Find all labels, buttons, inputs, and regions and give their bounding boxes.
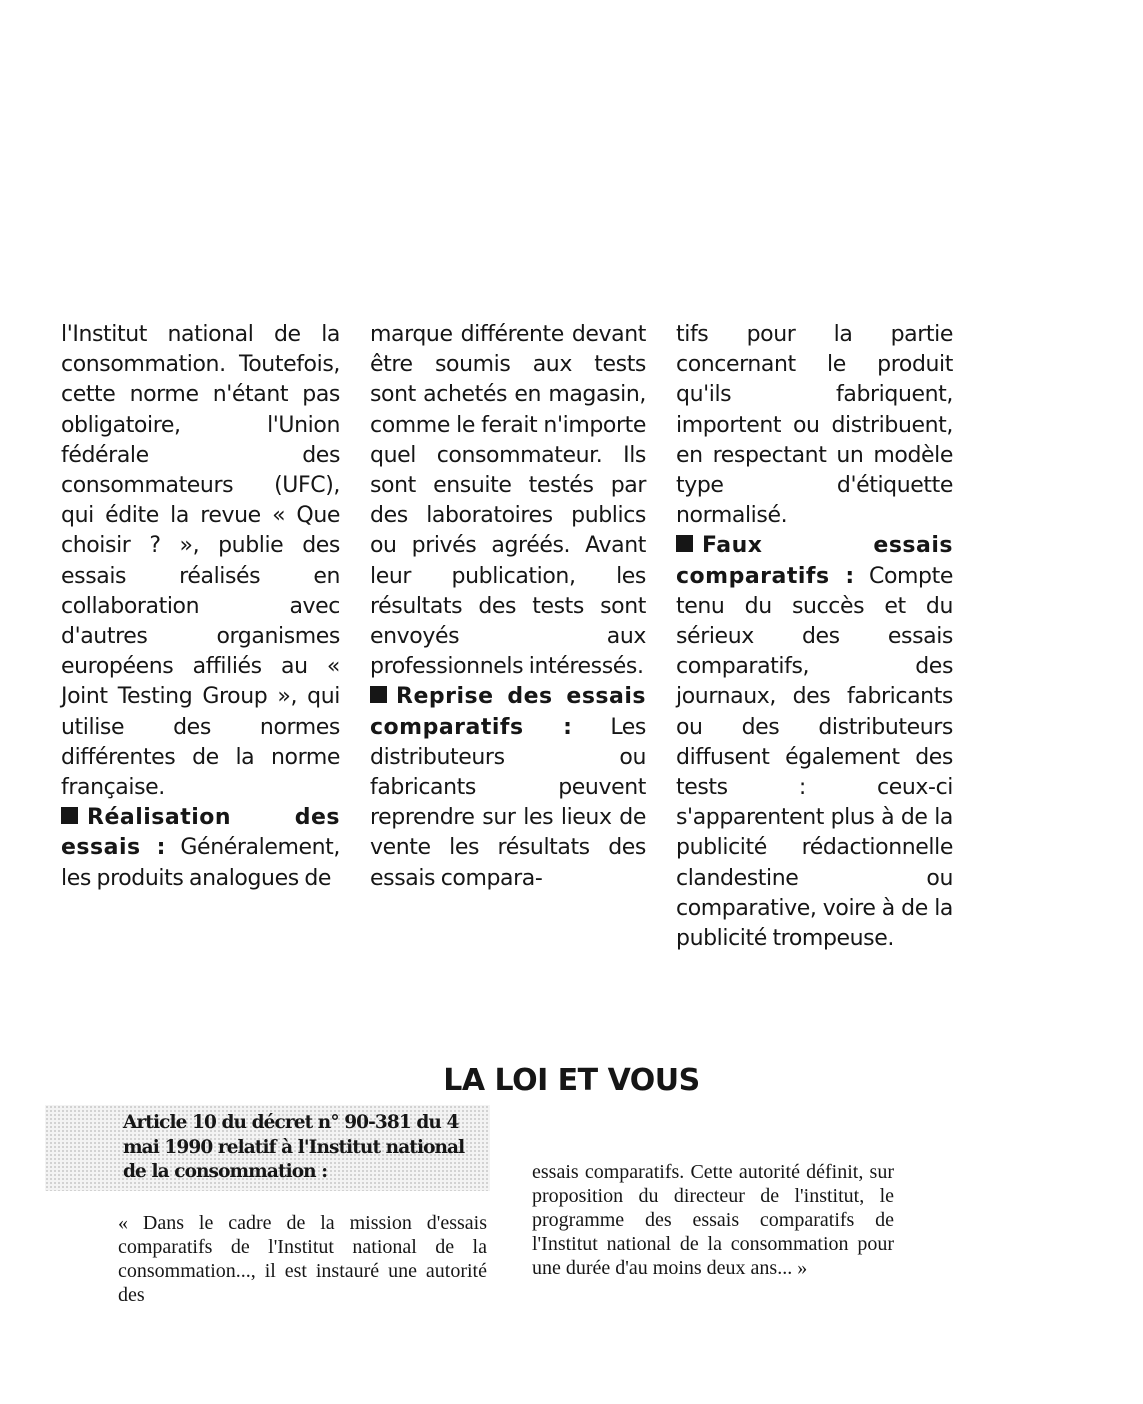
bullet-square-icon <box>676 535 693 552</box>
section-realisation <box>61 803 340 894</box>
bullet-square-icon <box>370 686 387 703</box>
decree-quote-right: essais comparatifs. Cette autorité définit, sur proposition du directeur de l'institut, le programme des essais comparatifs de l'Institut national de la consommation pour une durée d'au moins deux ans... » <box>532 1161 894 1279</box>
section-reprise <box>370 682 646 893</box>
decree-quote-left: « Dans le cadre de la mission d'essais comparatifs de l'Institut national de la consommation..., il est instauré une autorité des <box>118 1212 487 1306</box>
section-reprise-heading: Reprise des essais comparatifs : <box>370 684 646 740</box>
article-column-3 <box>676 320 953 954</box>
article-column-1 <box>61 320 340 894</box>
section-faux-essais <box>676 531 953 954</box>
column-1-paragraph: l'Institut national de la consommation. Toutefois, cette norme n'étant pas obligatoire, l'Union fédérale des consommateurs (UFC), qui édite la revue « Que choisir ? », publie des essais réalisés en collaboration avec d'autres organismes européens affiliés au « Joint Testing Group », qui utilise des normes différentes de la norme française. <box>61 322 340 801</box>
law-section-title: LA LOI ET VOUS <box>443 1063 700 1098</box>
bullet-square-icon <box>61 807 78 824</box>
column-3-paragraph: tifs pour la partie concernant le produit qu'ils fabriquent, importent ou distribuent, en respectant un modèle type d'étiquette normalisé. <box>676 322 953 529</box>
section-faux-essais-heading: Faux essais comparatifs : <box>676 533 953 589</box>
article-column-2 <box>370 320 646 894</box>
decree-article-heading: Article 10 du décret n° 90-381 du 4 mai 1990 relatif à l'Institut national de la consommation : <box>123 1112 465 1182</box>
column-2-paragraph: marque différente devant être soumis aux tests sont achetés en magasin, comme le ferait n'importe quel consommateur. Ils sont ensuite testés par des laboratoires publics ou privés agréés. Avant leur publication, les résultats des tests sont envoyés aux professionnels intéressés. <box>370 322 646 680</box>
section-reprise-text: Les distributeurs ou fabricants peuvent reprendre sur les lieux de vente les résultats des essais compara- <box>370 714 646 891</box>
section-realisation-text: Généralement, les produits analogues de <box>61 835 340 891</box>
section-faux-essais-text: Compte tenu du succès et du sérieux des essais comparatifs, des journaux, des fabricants ou des distributeurs diffusent également des tests : ceux-ci s'apparentent plus à de la publicité rédactionnelle clandestine ou comparative, voire à de la publicité trompeuse. <box>676 563 953 952</box>
section-realisation-heading: Réalisation des essais : <box>61 805 340 861</box>
